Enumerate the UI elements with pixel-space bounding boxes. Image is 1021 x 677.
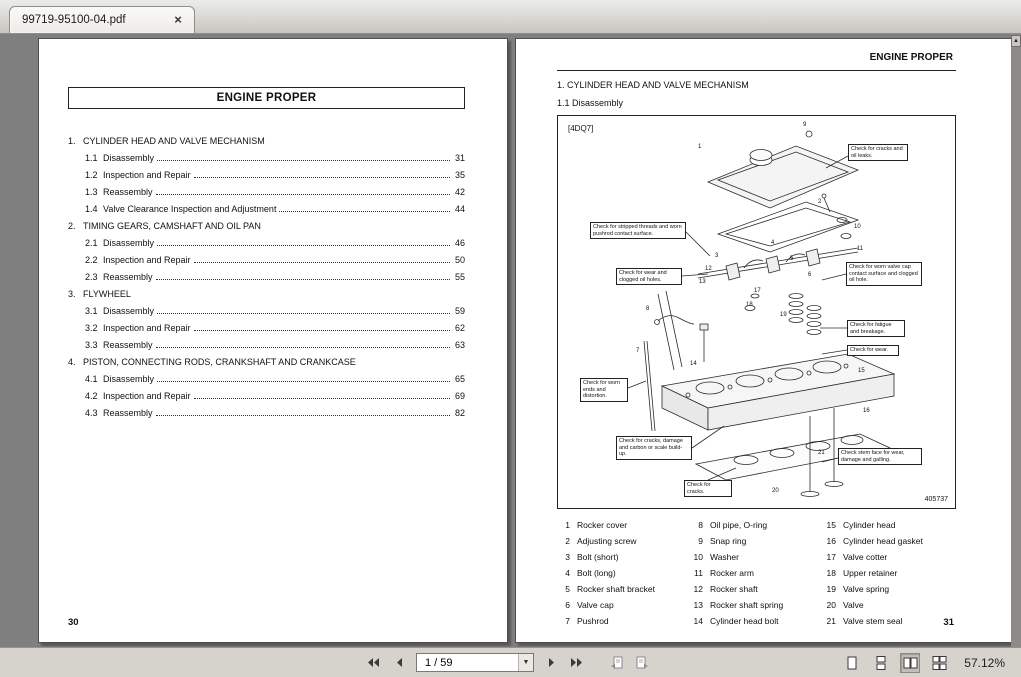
part-row <box>690 613 823 629</box>
page-field-dropdown-icon[interactable]: ▼ <box>518 654 533 671</box>
part-name: Pushrod <box>577 616 609 626</box>
part-row <box>690 549 823 565</box>
figure-box <box>557 115 956 509</box>
part-name: Washer <box>710 552 739 562</box>
part-number: 7 <box>565 616 570 626</box>
previous-page-icon <box>394 657 403 668</box>
first-page-icon <box>366 657 380 668</box>
part-name: Valve <box>843 600 864 610</box>
toc-row <box>68 201 465 218</box>
facing-view-icon <box>903 656 918 670</box>
parts-column-3 <box>823 517 956 629</box>
toc-dot-leader <box>156 194 450 195</box>
diagram-number: 9 <box>803 122 807 128</box>
diagram-number: 11 <box>857 246 864 252</box>
last-page-button[interactable] <box>567 653 587 673</box>
part-name: Valve cotter <box>843 552 888 562</box>
part-number: 16 <box>826 536 836 546</box>
status-bar <box>0 647 1021 677</box>
part-number: 18 <box>826 568 836 578</box>
part-number: 13 <box>693 600 703 610</box>
toc-row <box>68 252 465 269</box>
view-mode-group <box>842 648 1005 677</box>
diagram-number: 12 <box>705 266 712 272</box>
toc-label: Reassembly <box>103 187 153 197</box>
toc-dot-leader <box>194 330 450 331</box>
diagram-number: 17 <box>754 288 761 294</box>
toc-label: Inspection and Repair <box>103 170 191 180</box>
toc-label: TIMING GEARS, CAMSHAFT AND OIL PAN <box>83 221 261 231</box>
subsection-heading: 1.1 Disassembly <box>557 98 624 108</box>
diagram-number: 18 <box>746 302 753 308</box>
toc-number: 2. <box>68 221 76 231</box>
parts-column-1 <box>557 517 690 629</box>
part-number: 20 <box>826 600 836 610</box>
table-of-contents <box>68 133 465 422</box>
part-number: 21 <box>826 616 836 626</box>
toc-page-number: 44 <box>454 204 465 214</box>
toc-dot-leader <box>156 347 450 348</box>
part-row <box>557 565 690 581</box>
diagram-number: 20 <box>772 488 779 494</box>
toc-dot-leader <box>194 177 450 178</box>
toc-page-number: 65 <box>454 374 465 384</box>
toc-page-number: 82 <box>454 408 465 418</box>
next-view-button[interactable] <box>632 653 652 673</box>
next-page-button[interactable] <box>542 653 562 673</box>
document-tab[interactable] <box>9 6 195 33</box>
toc-row <box>68 354 465 371</box>
part-name: Valve cap <box>577 600 614 610</box>
part-number: 15 <box>826 520 836 530</box>
part-row <box>823 533 956 549</box>
continuous-facing-view-icon <box>932 656 947 670</box>
part-row <box>557 517 690 533</box>
toc-row <box>68 371 465 388</box>
first-page-button[interactable] <box>363 653 383 673</box>
part-number: 6 <box>565 600 570 610</box>
scrollbar-up-icon[interactable]: ▲ <box>1011 35 1021 47</box>
part-row <box>690 517 823 533</box>
callout-cracks: Check for cracks. <box>684 480 732 497</box>
part-name: Snap ring <box>710 536 747 546</box>
toc-row <box>68 133 465 150</box>
tab-bar <box>0 0 1021 34</box>
part-name: Rocker cover <box>577 520 628 530</box>
toc-number: 1.1 <box>85 153 98 163</box>
toc-row <box>68 235 465 252</box>
toc-label: Reassembly <box>103 340 153 350</box>
toc-dot-leader <box>157 160 450 161</box>
previous-page-button[interactable] <box>388 653 408 673</box>
part-name: Valve spring <box>843 584 890 594</box>
part-number: 14 <box>693 616 703 626</box>
diagram-number: 7 <box>636 348 640 354</box>
zoom-level[interactable]: 57.12% <box>964 655 1005 670</box>
toc-page-number: 46 <box>454 238 465 248</box>
toc-number: 3.1 <box>85 306 98 316</box>
toc-dot-leader <box>157 313 450 314</box>
part-row <box>823 565 956 581</box>
callout-wear-clogged-oil-holes: Check for wear and clogged oil holes. <box>616 268 682 285</box>
toc-number: 4.2 <box>85 391 98 401</box>
part-name: Rocker shaft spring <box>710 600 784 610</box>
toc-page-number: 62 <box>454 323 465 333</box>
diagram-number: 2 <box>818 199 822 205</box>
toc-number: 2.3 <box>85 272 98 282</box>
part-number: 19 <box>826 584 836 594</box>
page-field-value: 1 / 59 <box>425 656 453 669</box>
tab-title: 99719-95100-04.pdf <box>22 14 126 26</box>
toc-row <box>68 405 465 422</box>
part-row <box>557 597 690 613</box>
part-row <box>557 549 690 565</box>
toc-title-box <box>68 87 465 109</box>
toc-row <box>68 337 465 354</box>
toc-row <box>68 286 465 303</box>
toc-number: 2.1 <box>85 238 98 248</box>
diagram-number: 13 <box>699 279 706 285</box>
toc-label: Inspection and Repair <box>103 255 191 265</box>
part-name: Bolt (long) <box>577 568 616 578</box>
part-row <box>690 597 823 613</box>
callout-stem-face: Check stem face for wear, damage and galling. <box>838 448 922 465</box>
part-number: 9 <box>698 536 703 546</box>
toc-label: Inspection and Repair <box>103 323 191 333</box>
part-name: Rocker shaft bracket <box>577 584 655 594</box>
facing-view-button[interactable] <box>900 653 920 673</box>
toc-number: 4.1 <box>85 374 98 384</box>
part-row <box>823 517 956 533</box>
section-heading: 1. CYLINDER HEAD AND VALVE MECHANISM <box>557 80 749 90</box>
toc-label: Reassembly <box>103 408 153 418</box>
toc-label: Reassembly <box>103 272 153 282</box>
part-row <box>823 597 956 613</box>
toc-dot-leader <box>157 245 450 246</box>
toc-dot-leader <box>194 398 450 399</box>
vertical-scrollbar[interactable] <box>1011 34 1021 647</box>
part-row <box>557 581 690 597</box>
callout-fatigue-breakage: Check for fatigue and breakage. <box>847 320 905 337</box>
callout-worn-ends-distortion: Check for worn ends and distortion. <box>580 378 628 402</box>
part-name: Adjusting screw <box>577 536 637 546</box>
running-header: ENGINE PROPER <box>869 52 953 63</box>
toc-row <box>68 303 465 320</box>
page-30 <box>38 38 508 643</box>
part-row <box>823 613 956 629</box>
part-row <box>690 565 823 581</box>
toc-dot-leader <box>156 279 450 280</box>
toc-number: 2.2 <box>85 255 98 265</box>
toc-page-number: 50 <box>454 255 465 265</box>
part-name: Rocker shaft <box>710 584 758 594</box>
toc-row <box>68 167 465 184</box>
toc-number: 1.2 <box>85 170 98 180</box>
part-number: 8 <box>698 520 703 530</box>
parts-list <box>557 517 956 629</box>
part-name: Valve stem seal <box>843 616 903 626</box>
next-view-icon <box>635 656 649 670</box>
part-number: 5 <box>565 584 570 594</box>
part-name: Cylinder head gasket <box>843 536 923 546</box>
toc-page-number: 35 <box>454 170 465 180</box>
part-row <box>557 533 690 549</box>
part-name: Bolt (short) <box>577 552 619 562</box>
toc-number: 4. <box>68 357 76 367</box>
toc-number: 3.3 <box>85 340 98 350</box>
document-canvas <box>0 34 1021 647</box>
toc-page-number: 31 <box>454 153 465 163</box>
part-name: Cylinder head bolt <box>710 616 779 626</box>
next-page-icon <box>548 657 557 668</box>
part-number: 17 <box>826 552 836 562</box>
single-page-view-button[interactable] <box>842 653 862 673</box>
toc-label: PISTON, CONNECTING RODS, CRANKSHAFT AND CRANKCASE <box>83 357 356 367</box>
part-name: Upper retainer <box>843 568 898 578</box>
toc-number: 1.4 <box>85 204 98 214</box>
diagram-number: 4 <box>771 240 775 246</box>
toc-label: Inspection and Repair <box>103 391 191 401</box>
callout-stripped-threads: Check for stripped threads and worn pushrod contact surface. <box>590 222 686 239</box>
toc-title: ENGINE PROPER <box>216 92 317 104</box>
toc-dot-leader <box>279 211 450 212</box>
part-row <box>823 549 956 565</box>
page-31 <box>515 38 1012 643</box>
diagram-number: 21 <box>818 450 825 456</box>
toc-page-number: 69 <box>454 391 465 401</box>
diagram-number: 1 <box>698 144 702 150</box>
toc-number: 1. <box>68 136 76 146</box>
part-name: Cylinder head <box>843 520 896 530</box>
toc-row <box>68 184 465 201</box>
continuous-facing-view-button[interactable] <box>929 653 949 673</box>
diagram-number: 16 <box>863 408 870 414</box>
diagram-number: 19 <box>780 312 787 318</box>
callout-valve-cap-contact: Check for worn valve cap contact surface and clogged oil hole. <box>846 262 922 286</box>
diagram-number: 3 <box>715 253 719 259</box>
toc-dot-leader <box>157 381 450 382</box>
part-number: 12 <box>693 584 703 594</box>
continuous-view-icon <box>875 656 887 670</box>
toc-label: Disassembly <box>103 306 155 316</box>
callout-wear: Check for wear. <box>847 345 899 356</box>
model-label: [4DQ7] <box>568 124 594 133</box>
part-number: 4 <box>565 568 570 578</box>
toc-number: 1.3 <box>85 187 98 197</box>
page-number-31: 31 <box>943 617 954 628</box>
tab-close-icon[interactable]: × <box>174 12 182 27</box>
previous-view-icon <box>610 656 624 670</box>
toc-page-number: 55 <box>454 272 465 282</box>
part-number: 2 <box>565 536 570 546</box>
single-page-view-icon <box>846 656 858 670</box>
part-number: 11 <box>694 568 703 578</box>
part-number: 10 <box>693 552 703 562</box>
toc-row <box>68 218 465 235</box>
toc-label: Disassembly <box>103 374 155 384</box>
toc-row <box>68 150 465 167</box>
toc-row <box>68 269 465 286</box>
part-row <box>823 581 956 597</box>
toc-label: FLYWHEEL <box>83 289 131 299</box>
toc-page-number: 59 <box>454 306 465 316</box>
part-number: 1 <box>565 520 570 530</box>
toc-label: Disassembly <box>103 238 155 248</box>
callout-cracks-damage-carbon: Check for cracks, damage and carbon or scale build-up. <box>616 436 692 460</box>
last-page-icon <box>570 657 584 668</box>
toc-label: Valve Clearance Inspection and Adjustment <box>103 204 277 214</box>
page-navigation-group <box>363 648 652 677</box>
diagram-number: 6 <box>808 272 812 278</box>
parts-column-2 <box>690 517 823 629</box>
figure-number: 405737 <box>924 496 948 503</box>
part-row <box>557 613 690 629</box>
toc-dot-leader <box>156 415 450 416</box>
part-row <box>690 533 823 549</box>
toc-label: CYLINDER HEAD AND VALVE MECHANISM <box>83 136 265 146</box>
toc-number: 3. <box>68 289 76 299</box>
toc-page-number: 63 <box>454 340 465 350</box>
diagram-number: 14 <box>690 361 697 367</box>
toc-number: 3.2 <box>85 323 98 333</box>
continuous-view-button[interactable] <box>871 653 891 673</box>
part-row <box>690 581 823 597</box>
toc-row <box>68 320 465 337</box>
diagram-number: 15 <box>858 368 865 374</box>
toc-label: Disassembly <box>103 153 155 163</box>
part-number: 3 <box>565 552 570 562</box>
page-number-30: 30 <box>68 617 79 628</box>
part-name: Rocker arm <box>710 568 754 578</box>
toc-row <box>68 388 465 405</box>
toc-number: 4.3 <box>85 408 98 418</box>
page-number-field[interactable] <box>416 653 534 672</box>
diagram-number: 10 <box>854 224 861 230</box>
header-rule <box>557 70 956 71</box>
diagram-number: 8 <box>646 306 650 312</box>
toc-page-number: 42 <box>454 187 465 197</box>
part-name: Oil pipe, O-ring <box>710 520 768 530</box>
previous-view-button[interactable] <box>607 653 627 673</box>
callout-cracks-oil-leaks: Check for cracks and oil leaks. <box>848 144 908 161</box>
diagram-number: 5 <box>790 256 794 262</box>
toc-dot-leader <box>194 262 450 263</box>
